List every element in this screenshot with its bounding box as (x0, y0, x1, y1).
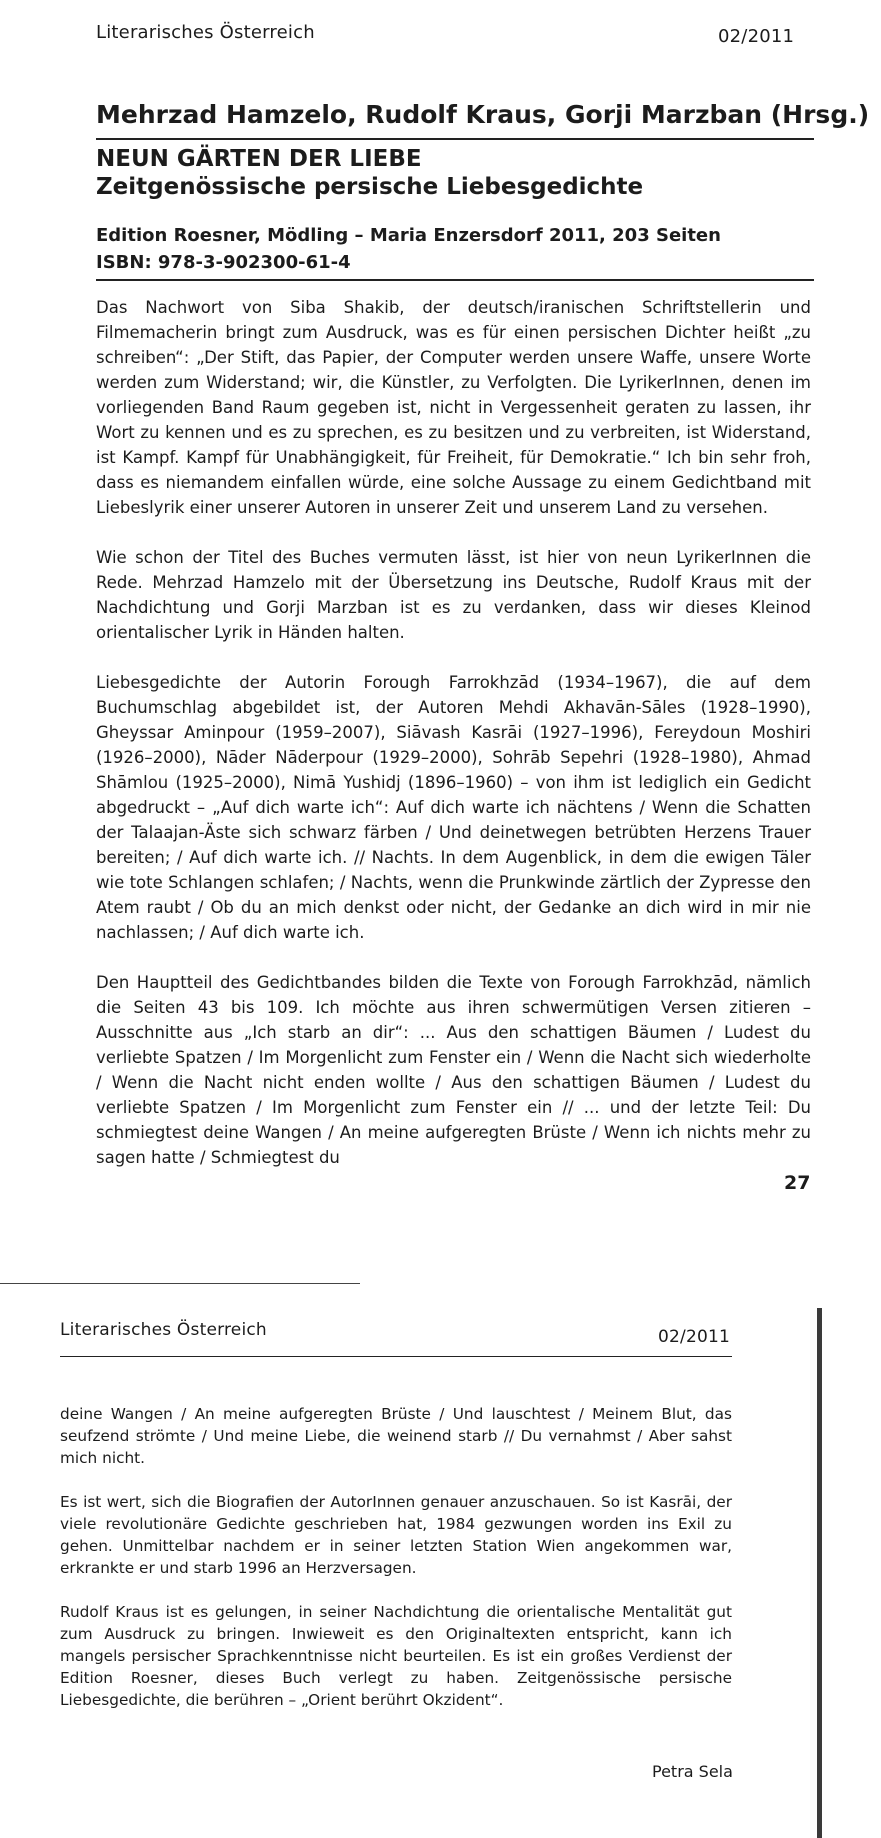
review-body (96, 295, 811, 1195)
journal-header: Literarisches Österreich (60, 1320, 267, 1340)
paragraph: Den Hauptteil des Gedichtbandes bilden die Texte von Forough Farrokhzād, nämlich die Seiten 43 bis 109. Ich möchte aus ihren schwermütigen Versen zitieren – Ausschnitte aus „Ich starb an dir“: ... Aus den schattigen Bäumen / Ludest du verliebte Spatzen / Im Morgenlicht zum Fenster ein / Wenn die Nacht sich wiederholte / Wenn die Nacht nicht enden wollte / Aus den schattigen Bäumen / Ludest du verliebte Spatzen / Im Morgenlicht zum Fenster ein // ... und der letzte Teil: Du schmiegtest deine Wangen / An meine aufgeregten Brüste / Wenn ich nichts mehr zu sagen hatte / Schmiegtest du (96, 973, 811, 1167)
issue-number: 02/2011 (658, 1327, 731, 1347)
header-rule (60, 1356, 732, 1357)
book-editors: Mehrzad Hamzelo, Rudolf Kraus, Gorji Marzban (Hrsg.) (96, 100, 870, 129)
paragraph: Das Nachwort von Siba Shakib, der deutsch/iranischen Schriftstellerin und Filmemacherin bringt zum Ausdruck, was es für einen persischen Dichter heißt „zu schreiben“: „Der Stift, das Papier, der Computer werden unsere Waffe, unsere Worte werden zum Widerstand; wir, die Künstler, zu Verfolgten. Die LyrikerInnen, denen im vorliegenden Band Raum gegeben ist, nicht in Vergessenheit geraten zu lassen, ihr Wort zu kennen und es zu sprechen, es zu besitzen und zu verbreiten, ist Widerstand, ist Kampf. Kampf für Unabhängigkeit, für Freiheit, für Demokratie.“ Ich bin sehr froh, dass es niemandem einfallen würde, eine solche Aussage zu einem Gedichtband mit Liebeslyrik einer unserer Autoren in unserer Zeit und unserem Land zu versehen. (96, 298, 811, 517)
title-rule (96, 138, 814, 140)
paragraph: Liebesgedichte der Autorin Forough Farrokhzād (1934–1967), die auf dem Buchumschlag abgebildet ist, der Autoren Mehdi Akhavān-Sāles (1928–1990), Gheyssar Aminpour (1959–2007), Siāvash Kasrāi (1927–1996), Fereydoun Moshiri (1926–2000), Nāder Nāderpour (1929–2000), Sohrāb Sepehri (1928–1980), Ahmad Shāmlou (1925–2000), Nimā Yushidj (1896–1960) – von ihm ist lediglich ein Gedicht abgedruckt – „Auf dich warte ich“: Auf dich warte ich nächtens / Wenn die Schatten der Talaajan-Äste sich schwarz färben / Und deinetwegen betrübten Herzens Trauer bereiten; / Auf dich warte ich. // Nachts. In dem Augenblick, in dem die ewigen Täler wie tote Schlangen schlafen; / Nachts, wenn die Prunkwinde zärtlich der Zypresse den Atem raubt / Ob du an mich denkst oder nicht, der Gedanke an dich wird in mir nie nachlassen; / Auf dich warte ich. (96, 673, 811, 942)
publisher-info: Edition Roesner, Mödling – Maria Enzersdorf 2011, 203 Seiten (96, 225, 721, 246)
issue-number: 02/2011 (718, 26, 795, 47)
paragraph: Es ist wert, sich die Biografien der AutorInnen genauer anzuschauen. So ist Kasrāi, der viele revolutionäre Gedichte geschrieben hat, 1984 gezwungen worden ins Exil zu gehen. Unmittelbar nachdem er in seiner letzten Station Wien angekommen war, erkrankte er und starb 1996 an Herzversagen. (60, 1493, 732, 1577)
journal-header: Literarisches Österreich (96, 22, 315, 43)
review-body-continued (60, 1403, 732, 1733)
review-author: Petra Sela (652, 1762, 733, 1781)
paragraph: Rudolf Kraus ist es gelungen, in seiner Nachdichtung die orientalische Mentalität gut zum Ausdruck zu bringen. Inwieweit es den Originaltexten entspricht, kann ich mangels persischer Sprachkenntnisse nicht beurteilen. Es ist ein großes Verdienst der Edition Roesner, dieses Buch verlegt zu haben. Zeitgenössische persische Liebesgedichte, die berühren – „Orient berührt Okzident“. (60, 1603, 732, 1709)
book-title: NEUN GÄRTEN DER LIEBE (96, 146, 422, 172)
header-rule (96, 279, 814, 281)
book-subtitle: Zeitgenössische persische Liebesgedichte (96, 174, 644, 200)
paragraph: Wie schon der Titel des Buches vermuten lässt, ist hier von neun LyrikerInnen die Rede. Mehrzad Hamzelo mit der Übersetzung ins Deutsche, Rudolf Kraus mit der Nachdichtung und Gorji Marzban ist es zu verdanken, dass wir dieses Kleinod orientalischer Lyrik in Händen halten. (96, 548, 811, 642)
isbn: ISBN: 978-3-902300-61-4 (96, 252, 351, 273)
page-number: 27 (784, 1172, 811, 1194)
paragraph: deine Wangen / An meine aufgeregten Brüste / Und lauschtest / Meinem Blut, das seufzend strömte / Und meine Liebe, die weinend starb // Du vernahmst / Aber sahst mich nicht. (60, 1405, 732, 1467)
scan-edge-shadow (817, 1308, 822, 1838)
